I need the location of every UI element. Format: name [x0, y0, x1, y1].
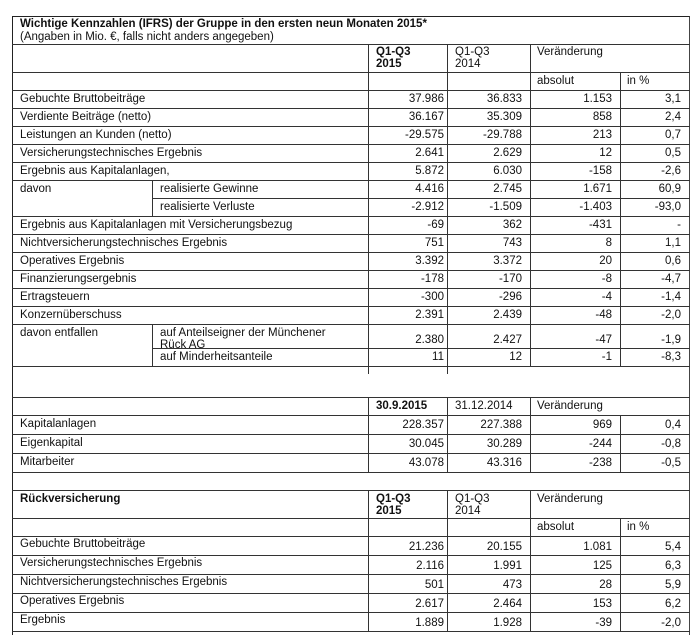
row-divider — [12, 270, 690, 271]
value-change-absolute: 8 — [605, 237, 612, 249]
value-change-absolute: 153 — [592, 598, 612, 610]
value-change-absolute: 858 — [592, 111, 612, 123]
header-bottom — [12, 536, 690, 537]
value-change-absolute: 1.081 — [583, 541, 612, 553]
value-change-absolute: -1 — [601, 351, 612, 363]
value-change-absolute: 20 — [599, 255, 612, 267]
value-change-absolute: 12 — [599, 147, 612, 159]
value-change-absolute: 1.153 — [583, 93, 612, 105]
column-divider — [620, 415, 621, 472]
row-label: Versicherungstechnisches Ergebnis — [20, 147, 203, 159]
value-change-percent: -1,9 — [661, 334, 681, 346]
value-date-2015: 43.078 — [408, 457, 444, 469]
value-2015: 5.872 — [415, 165, 444, 177]
header-q1q3-2015: Q1-Q3 — [376, 493, 411, 505]
row-label: davon entfallen — [20, 327, 99, 339]
row-sublabel: auf Anteilseigner der Münchener — [160, 327, 326, 339]
value-date-2014: 227.388 — [480, 419, 522, 431]
column-divider — [447, 397, 448, 472]
value-2014: 1.928 — [493, 617, 522, 629]
row-label: Mitarbeiter — [20, 456, 75, 468]
row-label: Operatives Ergebnis — [20, 595, 125, 607]
value-change-percent: -1,4 — [661, 291, 681, 303]
value-change-percent: -4,7 — [661, 273, 681, 285]
value-2014: 362 — [502, 219, 522, 231]
value-2015: 36.167 — [408, 111, 444, 123]
row-label: Verdiente Beiträge (netto) — [20, 111, 152, 123]
row-label: Ergebnis — [20, 614, 66, 626]
value-2014: 20.155 — [486, 541, 522, 553]
row-sublabel: Rück AG — [160, 339, 206, 351]
row-divider — [12, 234, 690, 235]
value-2014: 12 — [509, 351, 522, 363]
value-2014: 1.991 — [493, 560, 522, 572]
row-divider — [12, 126, 690, 127]
row-divider — [152, 198, 690, 199]
value-change-absolute: 969 — [592, 419, 612, 431]
row-label: Ergebnis aus Kapitalanlagen mit Versicherungsbezug — [20, 219, 293, 231]
value-2014: -29.788 — [482, 129, 522, 141]
row-divider — [12, 324, 690, 325]
value-date-2015: 228.357 — [402, 419, 444, 431]
value-change-absolute: -158 — [588, 165, 612, 177]
row-sublabel: auf Minderheitsanteile — [160, 351, 273, 363]
header-change: Veränderung — [537, 400, 603, 412]
row-divider — [12, 612, 690, 613]
column-divider — [368, 397, 369, 472]
value-2015: 751 — [424, 237, 444, 249]
value-change-absolute: -4 — [601, 291, 612, 303]
row-divider — [12, 144, 690, 145]
value-2014: 2.629 — [493, 147, 522, 159]
value-date-2014: 30.289 — [486, 438, 522, 450]
value-change-absolute: -48 — [595, 309, 612, 321]
row-divider — [12, 180, 690, 181]
column-divider — [368, 44, 369, 366]
title-divider — [12, 44, 690, 45]
value-change-percent: 5,4 — [665, 541, 681, 553]
reinsurance-top — [12, 490, 690, 491]
row-divider — [12, 574, 690, 575]
value-2015: -2.912 — [411, 201, 444, 213]
row-label: Gebuchte Bruttobeiträge — [20, 538, 146, 550]
row-label: Ertragsteuern — [20, 291, 90, 303]
value-change-percent: 0,6 — [665, 255, 681, 267]
row-sublabel: realisierte Verluste — [160, 201, 255, 213]
header-year-2015: 2015 — [376, 505, 402, 517]
value-2014: 35.309 — [486, 111, 522, 123]
value-change-percent: 6,2 — [665, 598, 681, 610]
header-date-2014: 31.12.2014 — [455, 400, 513, 412]
row-divider — [12, 555, 690, 556]
header-q1q3-2014: Q1-Q3 — [455, 46, 490, 58]
value-2014: -1.509 — [489, 201, 522, 213]
row-label: Konzernüberschuss — [20, 309, 122, 321]
row-label: Finanzierungsergebnis — [20, 273, 137, 285]
column-divider — [530, 44, 531, 366]
header-q1q3-2014: Q1-Q3 — [455, 493, 490, 505]
header-year-2014: 2014 — [455, 505, 481, 517]
value-2014: 36.833 — [486, 93, 522, 105]
row-divider — [12, 434, 690, 435]
value-change-percent: -93,0 — [654, 201, 681, 213]
value-change-percent: 60,9 — [658, 183, 681, 195]
value-change-absolute: 28 — [599, 579, 612, 591]
row-label: davon — [20, 183, 52, 195]
value-change-percent: 1,1 — [665, 237, 681, 249]
value-2015: -300 — [420, 291, 444, 303]
value-2015: 2.380 — [415, 334, 444, 346]
value-change-absolute: -431 — [588, 219, 612, 231]
header-change: Veränderung — [537, 493, 603, 505]
header-divider — [12, 518, 530, 519]
row-label: Kapitalanlagen — [20, 418, 97, 430]
value-2015: -178 — [420, 273, 444, 285]
header-absolute: absolut — [537, 521, 575, 533]
value-change-percent: -0,5 — [661, 457, 681, 469]
row-divider — [12, 306, 690, 307]
reinsurance-title: Rückversicherung — [20, 493, 121, 505]
header-absolute: absolut — [537, 75, 575, 87]
row-label: Eigenkapital — [20, 437, 83, 449]
value-2015: 1.889 — [415, 617, 444, 629]
value-date-2015: 30.045 — [408, 438, 444, 450]
header-date-2015: 30.9.2015 — [376, 400, 428, 412]
value-2014: 473 — [502, 579, 522, 591]
value-change-percent: -2,0 — [661, 617, 681, 629]
header-year-2015: 2015 — [376, 58, 402, 70]
row-divider — [12, 108, 690, 109]
value-2015: 11 — [432, 351, 444, 363]
header-change: Veränderung — [537, 46, 603, 58]
value-2014: -296 — [498, 291, 522, 303]
value-change-percent: -2,0 — [661, 309, 681, 321]
value-date-2014: 43.316 — [486, 457, 522, 469]
header-bottom — [12, 90, 690, 91]
value-change-absolute: -1.403 — [579, 201, 612, 213]
header-q1q3-2015: Q1-Q3 — [376, 46, 411, 58]
value-change-absolute: -47 — [595, 334, 612, 346]
header-subdivider — [530, 72, 690, 73]
header-percent: in % — [627, 521, 650, 533]
column-divider — [530, 397, 531, 472]
row-label: Gebuchte Bruttobeiträge — [20, 93, 146, 105]
row-divider — [12, 472, 690, 473]
value-change-absolute: 125 — [592, 560, 612, 572]
value-change-absolute: -8 — [601, 273, 612, 285]
header-year-2014: 2014 — [455, 58, 481, 70]
value-2015: 2.116 — [416, 560, 444, 572]
value-change-percent: -0,8 — [661, 438, 681, 450]
sub-column-divider — [152, 180, 153, 216]
value-change-absolute: 1.671 — [583, 183, 612, 195]
row-label: Nichtversicherungstechnisches Ergebnis — [20, 576, 228, 588]
row-label: Operatives Ergebnis — [20, 255, 125, 267]
value-2014: 2.439 — [493, 309, 522, 321]
row-divider — [12, 631, 690, 632]
value-change-percent: 3,1 — [665, 93, 681, 105]
value-2015: 37.986 — [408, 93, 444, 105]
sub-column-divider — [152, 324, 153, 366]
row-sublabel: realisierte Gewinne — [160, 183, 259, 195]
value-2014: 2.427 — [493, 334, 522, 346]
row-divider — [12, 288, 690, 289]
value-2015: 21.236 — [408, 541, 444, 553]
row-divider — [12, 453, 690, 454]
value-change-absolute: -39 — [595, 617, 612, 629]
row-label: Ergebnis aus Kapitalanlagen, — [20, 165, 170, 177]
table-subtitle: (Angaben in Mio. €, falls nicht anders angegeben) — [20, 31, 274, 43]
value-change-percent: 5,9 — [665, 579, 681, 591]
value-2014: 2.464 — [493, 598, 522, 610]
column-divider — [447, 44, 448, 366]
value-2015: 3.392 — [415, 255, 444, 267]
row-label: Nichtversicherungstechnisches Ergebnis — [20, 237, 228, 249]
value-change-percent: 2,4 — [665, 111, 681, 123]
column-divider — [620, 518, 621, 631]
value-change-percent: 0,7 — [665, 129, 681, 141]
value-change-absolute: -238 — [588, 457, 612, 469]
column-divider — [530, 490, 531, 631]
value-change-percent: 0,4 — [665, 419, 681, 431]
row-label: Leistungen an Kunden (netto) — [20, 129, 172, 141]
balance-header-divider — [12, 415, 530, 416]
row-divider — [12, 366, 690, 367]
value-2014: 3.372 — [493, 255, 522, 267]
value-2014: 6.030 — [493, 165, 522, 177]
value-2014: 2.745 — [493, 183, 522, 195]
row-divider — [12, 593, 690, 594]
balance-header-divider — [530, 415, 690, 416]
column-divider — [368, 366, 369, 374]
row-divider — [12, 216, 690, 217]
row-divider — [12, 162, 690, 163]
table-title: Wichtige Kennzahlen (IFRS) der Gruppe in den ersten neun Monaten 2015* — [20, 18, 427, 30]
value-change-percent: -8,3 — [661, 351, 681, 363]
value-2015: 2.391 — [415, 309, 444, 321]
column-divider — [368, 490, 369, 631]
column-divider — [620, 72, 621, 366]
header-percent: in % — [627, 75, 650, 87]
value-change-absolute: 213 — [592, 129, 612, 141]
value-2015: 2.641 — [415, 147, 444, 159]
value-2015: 501 — [424, 579, 444, 591]
value-2015: 4.416 — [415, 183, 444, 195]
value-2015: -69 — [427, 219, 444, 231]
value-2014: 743 — [502, 237, 522, 249]
value-change-percent: 6,3 — [665, 560, 681, 572]
value-change-absolute: -244 — [588, 438, 612, 450]
column-divider — [447, 366, 448, 374]
balance-top — [12, 397, 690, 398]
row-label: Versicherungstechnisches Ergebnis — [20, 557, 203, 569]
header-subdivider — [530, 518, 690, 519]
value-2015: 2.617 — [415, 598, 444, 610]
row-divider — [12, 252, 690, 253]
value-2014: -170 — [498, 273, 522, 285]
value-change-percent: - — [677, 219, 681, 231]
value-change-percent: 0,5 — [665, 147, 681, 159]
column-divider — [447, 490, 448, 631]
value-2015: -29.575 — [404, 129, 444, 141]
value-change-percent: -2,6 — [661, 165, 681, 177]
row-divider — [152, 348, 690, 349]
